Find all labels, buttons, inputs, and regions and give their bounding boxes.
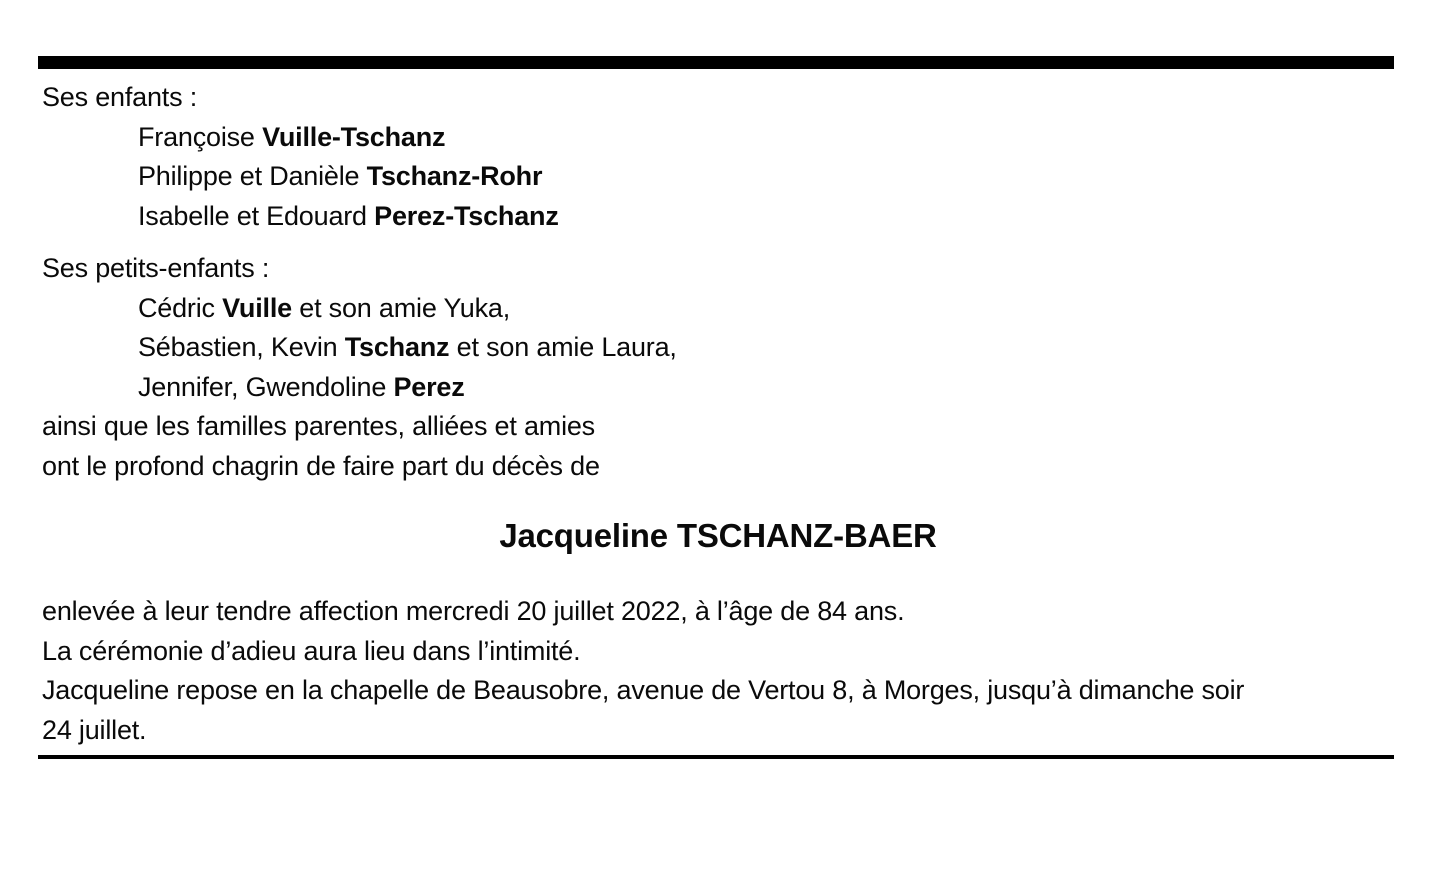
name-suffix: et son amie Laura,	[449, 332, 677, 362]
deceased-name: Jacqueline TSCHANZ-BAER	[499, 517, 937, 554]
name-prefix: Philippe et Danièle	[138, 161, 367, 191]
name-suffix: et son amie Yuka,	[291, 292, 510, 323]
grandchildren-section-heading: Ses petits-enfants :	[42, 253, 270, 283]
detail-line: La cérémonie d’adieu aura lieu dans l’intimité.	[42, 635, 581, 666]
children-line	[42, 118, 1394, 158]
detail-line: Jacqueline repose en la chapelle de Beausobre, avenue de Vertou 8, à Morges, jusqu’à dimanche soir	[42, 675, 1245, 705]
top-rule	[38, 56, 1394, 69]
grandchildren-line	[42, 289, 1394, 329]
children-line	[42, 197, 1394, 237]
death-notice-document	[0, 56, 1444, 876]
children-line	[42, 157, 1394, 197]
family-name: Tschanz-Rohr	[366, 161, 543, 191]
children-section-heading: Ses enfants :	[42, 82, 197, 112]
family-line: ont le profond chagrin de faire part du décès de	[42, 450, 600, 481]
family-name: Perez-Tschanz	[374, 200, 559, 231]
family-name: Tschanz	[344, 332, 450, 362]
name-prefix: Isabelle et Edouard	[138, 200, 375, 231]
grandchildren-line	[42, 368, 1394, 408]
name-prefix: Sébastien, Kevin	[138, 332, 345, 362]
name-prefix: Cédric	[138, 292, 223, 323]
family-name: Vuille	[222, 292, 292, 323]
family-name: Vuille-Tschanz	[262, 121, 446, 152]
family-name: Perez	[393, 371, 465, 402]
detail-line: 24 juillet.	[42, 714, 147, 745]
notice-content	[42, 69, 1394, 750]
name-prefix: Françoise	[138, 121, 263, 152]
detail-line: enlevée à leur tendre affection mercredi 20 juillet 2022, à l’âge de 84 ans.	[42, 596, 905, 626]
name-prefix: Jennifer, Gwendoline	[138, 371, 394, 402]
family-line: ainsi que les familles parentes, alliées et amies	[42, 411, 595, 441]
bottom-rule	[38, 755, 1394, 759]
grandchildren-line	[42, 328, 1394, 368]
